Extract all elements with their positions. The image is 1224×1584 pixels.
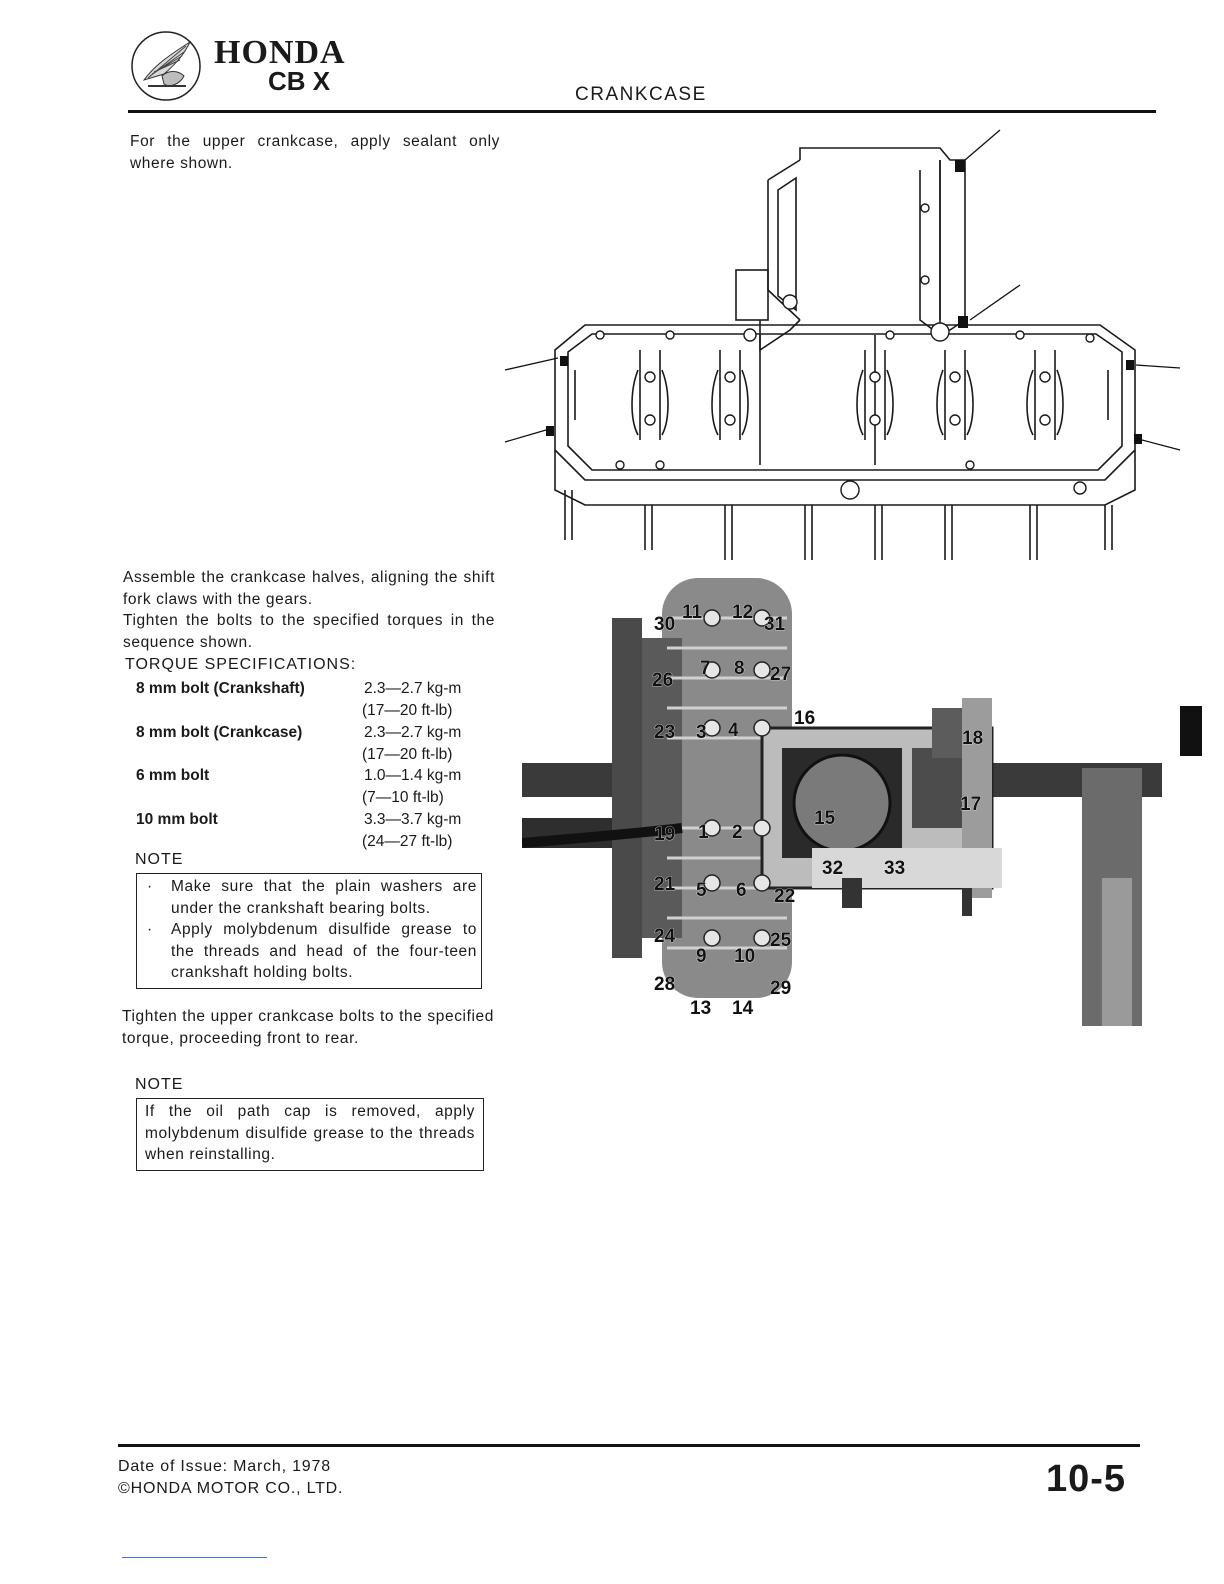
- torque-item: 10 mm bolt: [136, 811, 218, 828]
- bolt-number-12: 12: [732, 602, 754, 623]
- note2-box: [136, 1098, 484, 1171]
- note1-label: NOTE: [135, 851, 184, 868]
- bolt-number-2: 2: [732, 822, 743, 843]
- torque-kgm: 2.3—2.7 kg-m: [364, 680, 462, 697]
- note1-item: · Apply molybdenum disulfide grease to the threads and head of the four-teen crankshaft holding bolts.: [137, 919, 477, 984]
- issue-date: Date of Issue: March, 1978: [118, 1458, 331, 1475]
- torque-kgm: 3.3—3.7 kg-m: [364, 811, 462, 828]
- bolt-number-7: 7: [700, 658, 711, 679]
- upper-crankcase-drawing: [500, 120, 1190, 570]
- model-name: CB X: [268, 66, 331, 96]
- note2-text: If the oil path cap is removed, apply molybdenum disulfide grease to the threads when reinstalling.: [145, 1103, 475, 1163]
- sealant-diagram: [500, 120, 1190, 570]
- bolt-number-1: 1: [698, 822, 709, 843]
- bolt-number-3: 3: [696, 722, 707, 743]
- bolt-number-14: 14: [732, 998, 754, 1019]
- bolt-number-33: 33: [884, 858, 906, 879]
- note1-item: · Make sure that the plain washers are under the crankshaft bearing bolts.: [137, 876, 477, 919]
- copyright: ©HONDA MOTOR CO., LTD.: [118, 1480, 344, 1497]
- bolt-number-15: 15: [814, 808, 836, 829]
- assembly-text: [123, 567, 495, 653]
- bolt-number-18: 18: [962, 728, 984, 749]
- torque-ftlb: (17—20 ft-lb): [362, 746, 453, 763]
- bolt-number-27: 27: [770, 664, 792, 685]
- bolt-number-26: 26: [652, 670, 674, 691]
- bolt-number-8: 8: [734, 658, 745, 679]
- torque-ftlb: (7—10 ft-lb): [362, 789, 444, 806]
- bolt-number-22: 22: [774, 886, 796, 907]
- bolt-number-6: 6: [736, 880, 747, 901]
- bolt-number-9: 9: [696, 946, 707, 967]
- bolt-sequence-photo: [522, 578, 1162, 1026]
- header-rule: [128, 110, 1156, 113]
- assembly-paragraph-2: Tighten the bolts to the specified torques in the sequence shown.: [123, 612, 495, 651]
- torque-item: 8 mm bolt (Crankshaft): [136, 680, 305, 697]
- bolt-number-17: 17: [960, 794, 982, 815]
- intro-paragraph: For the upper crankcase, apply sealant only where shown.: [130, 133, 500, 172]
- bolt-number-21: 21: [654, 874, 676, 895]
- bolt-sequence-image: [522, 578, 1162, 1026]
- bolt-number-10: 10: [734, 946, 756, 967]
- torque-heading: TORQUE SPECIFICATIONS:: [125, 656, 357, 673]
- bolt-number-19: 19: [654, 824, 676, 845]
- section-tab-mark: [1180, 706, 1202, 756]
- upper-bolts-paragraph: Tighten the upper crankcase bolts to the specified torque, proceeding front to rear.: [122, 1008, 494, 1047]
- bolt-number-28: 28: [654, 974, 676, 995]
- upper-bolts-text: [122, 1006, 494, 1049]
- bolt-number-13: 13: [690, 998, 712, 1019]
- bolt-number-25: 25: [770, 930, 792, 951]
- bolt-number-24: 24: [654, 926, 676, 947]
- honda-wing-icon: [128, 26, 208, 106]
- honda-logo: [128, 26, 208, 106]
- brand-wordmark: HONDA: [214, 34, 346, 71]
- assembly-paragraph-1: Assemble the crankcase halves, aligning the shift fork claws with the gears.: [123, 569, 495, 608]
- bolt-number-23: 23: [654, 722, 676, 743]
- bolt-number-5: 5: [696, 880, 707, 901]
- bolt-number-16: 16: [794, 708, 816, 729]
- bolt-number-32: 32: [822, 858, 844, 879]
- torque-item: 8 mm bolt (Crankcase): [136, 724, 303, 741]
- intro-text: [130, 131, 500, 174]
- bolt-number-11: 11: [682, 602, 703, 623]
- torque-ftlb: (17—20 ft-lb): [362, 702, 453, 719]
- page-number: 10-5: [1046, 1458, 1127, 1500]
- note2-label: NOTE: [135, 1076, 184, 1093]
- torque-kgm: 2.3—2.7 kg-m: [364, 724, 462, 741]
- bolt-number-30: 30: [654, 614, 676, 635]
- note1-box: [136, 873, 482, 989]
- bolt-number-4: 4: [728, 720, 739, 741]
- section-title: CRANKCASE: [575, 84, 707, 105]
- torque-item: 6 mm bolt: [136, 767, 210, 784]
- torque-kgm: 1.0—1.4 kg-m: [364, 767, 462, 784]
- bolt-number-31: 31: [764, 614, 786, 635]
- footer-rule: [118, 1444, 1140, 1447]
- torque-ftlb: (24—27 ft-lb): [362, 833, 453, 850]
- bolt-number-29: 29: [770, 978, 792, 999]
- bottom-link-line: [122, 1557, 267, 1558]
